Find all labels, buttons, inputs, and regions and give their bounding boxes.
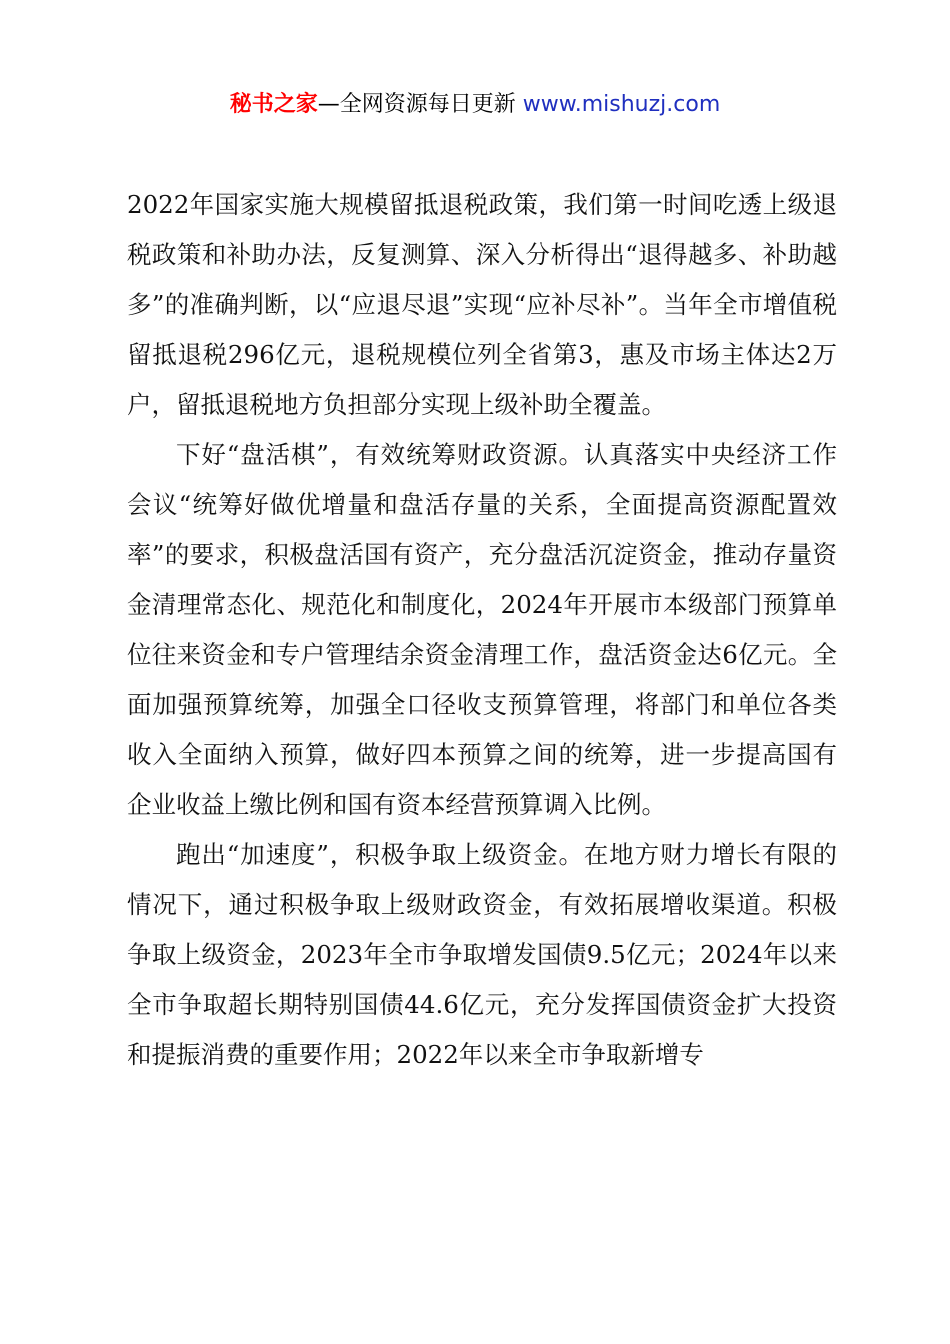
document-body	[127, 180, 837, 1080]
paragraph-3: 跑出“加速度”，积极争取上级资金。在地方财力增长有限的情况下，通过积极争取上级财政资金，有效拓展增收渠道。积极争取上级资金，2023年全市争取增发国债9.5亿元；2024年以来全市争取超长期特别国债44.6亿元，充分发挥国债资金扩大投资和提振消费的重要作用；2022年以来全市争取新增专	[127, 840, 837, 1069]
paragraph-1: 2022年国家实施大规模留抵退税政策，我们第一时间吃透上级退税政策和补助办法，反复测算、深入分析得出“退得越多、补助越多”的准确判断，以“应退尽退”实现“应补尽补”。当年全市增值税留抵退税296亿元，退税规模位列全省第3，惠及市场主体达2万户，留抵退税地方负担部分实现上级补助全覆盖。	[127, 190, 837, 419]
page-header	[0, 88, 950, 122]
site-url-link[interactable]: www.mishuzj.com	[522, 92, 721, 117]
header-slogan: —全网资源每日更新	[317, 92, 523, 117]
brand-name: 秘书之家	[229, 92, 318, 117]
paragraph-2: 下好“盘活棋”，有效统筹财政资源。认真落实中央经济工作会议“统筹好做优增量和盘活存量的关系，全面提高资源配置效率”的要求，积极盘活国有资产，充分盘活沉淀资金，推动存量资金清理常态化、规范化和制度化，2024年开展市本级部门预算单位往来资金和专户管理结余资金清理工作，盘活资金达6亿元。全面加强预算统筹，加强全口径收支预算管理，将部门和单位各类收入全面纳入预算，做好四本预算之间的统筹，进一步提高国有企业收益上缴比例和国有资本经营预算调入比例。	[127, 440, 837, 819]
